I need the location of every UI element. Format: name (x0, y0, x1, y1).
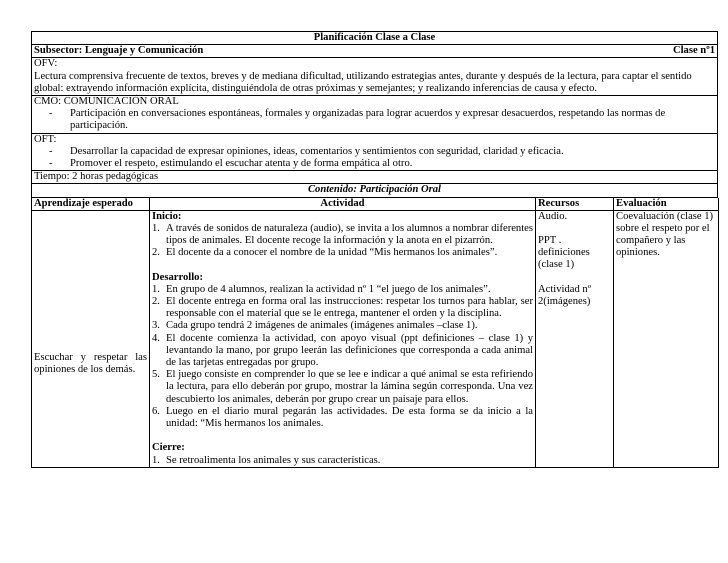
list-item: 5. El juego consiste en comprender lo que se lee e indicar a qué animal se esta refiriendo la lectura, para ello deberán por grupo, mostrar la lámina según corresponda. Una vez descubierto los animales, deberán por grupo crear un paisaje para ellos. (152, 369, 533, 405)
ofv-section (31, 58, 718, 96)
evaluacion-cell: Coevaluación (clase 1) sobre el respeto por el compañero y las opiniones. (614, 210, 719, 467)
ofv-text: Lectura comprensiva frecuente de textos, breves y de mediana dificultad, utilizando estrategias antes, durante y después de la lectura, para captar el sentido global: extrayendo información explícita, distinguiéndola de otras próximas y semejantes; y realizando inferencias de causa y efecto. (34, 70, 692, 94)
subsector-label: Subsector: Lenguaje y Comunicación (34, 45, 204, 57)
ofv-label: OFV: (34, 58, 58, 70)
aprendizaje-cell: Escuchar y respetar las opiniones de los demás. (32, 210, 150, 467)
oft-item: - Promover el respeto, estimulando el escuchar atenta y de forma empática al otro. (34, 158, 715, 170)
activity-table (31, 198, 719, 468)
desarrollo-label: Desarrollo: (152, 271, 203, 283)
list-item: 2. El docente da a conocer el nombre de la unidad “Mis hermanos los animales”. (152, 247, 498, 259)
recurso-item: PPT . (538, 235, 562, 247)
inicio-label: Inicio: (152, 210, 182, 222)
cmo-item: - Participación en conversaciones espontáneas, formales y organizadas para lograr acuerdos y expresar desacuerdos, respetando las normas de participación. (34, 108, 715, 132)
actividad-cell (150, 210, 536, 467)
recurso-item: Actividad nº (538, 283, 592, 295)
oft-label: OFT: (34, 133, 57, 145)
list-item: 2. El docente entrega en forma oral las instrucciones: respetar los turnos para hablar, ser responsable con el material que se le entrega, mantener el orden y la disciplina. (152, 296, 533, 320)
cmo-label: CMO: COMUNICACIÓN ORAL (34, 96, 179, 108)
header-evaluacion: Evaluación (614, 198, 719, 211)
document-title: Planificación Clase a Clase (31, 31, 718, 45)
list-item: 1. A través de sonidos de naturaleza (audio), se invita a los alumnos a nombrar diferentes tipos de animales. El docente recoge la información y la anota en el pizarrón. (152, 223, 533, 247)
list-item: 3. Cada grupo tendrá 2 imágenes de animales (imágenes animales –clase 1). (152, 320, 478, 332)
table-row (32, 210, 719, 467)
list-item: 1. En grupo de 4 alumnos, realizan la actividad nº 1 “el juego de los animales”. (152, 283, 491, 295)
list-item: 1. Se retroalimenta los animales y sus características. (152, 454, 381, 466)
contenido-row: Contenido: Participación Oral (31, 184, 718, 197)
tiempo-row: Tiempo: 2 horas pedagógicas (31, 171, 718, 184)
clase-number: Clase nº1 (672, 45, 715, 57)
recurso-item: 2(imágenes) (538, 295, 591, 307)
recurso-item: definiciones (538, 247, 590, 259)
header-actividad: Actividad (150, 198, 536, 211)
recursos-cell (536, 210, 614, 467)
table-header-row (32, 198, 719, 211)
cierre-label: Cierre: (152, 442, 185, 454)
oft-section (31, 134, 718, 172)
header-recursos: Recursos (536, 198, 614, 211)
lesson-plan-document (31, 31, 718, 468)
list-item: 4. El docente comienza la actividad, con apoyo visual (ppt definiciones – clase 1) y levantando la mano, por grupo leerán las definiciones que corresponda a cada animal de las tarjetas entregadas por grupo. (152, 332, 533, 369)
header-aprendizaje: Aprendizaje esperado (32, 198, 150, 211)
list-item: 6. Luego en el diario mural pegarán las actividades. De esta forma se da inicio a la unidad: “Mis hermanos los animales. (152, 405, 533, 430)
recurso-item: (clase 1) (538, 259, 575, 271)
recurso-item: Audio. (538, 210, 568, 222)
cmo-section (31, 96, 718, 134)
oft-item: - Desarrollar la capacidad de expresar opiniones, ideas, comentarios y sentimientos con seguridad, claridad y eficacia. (34, 146, 715, 158)
subsector-row (31, 45, 718, 58)
